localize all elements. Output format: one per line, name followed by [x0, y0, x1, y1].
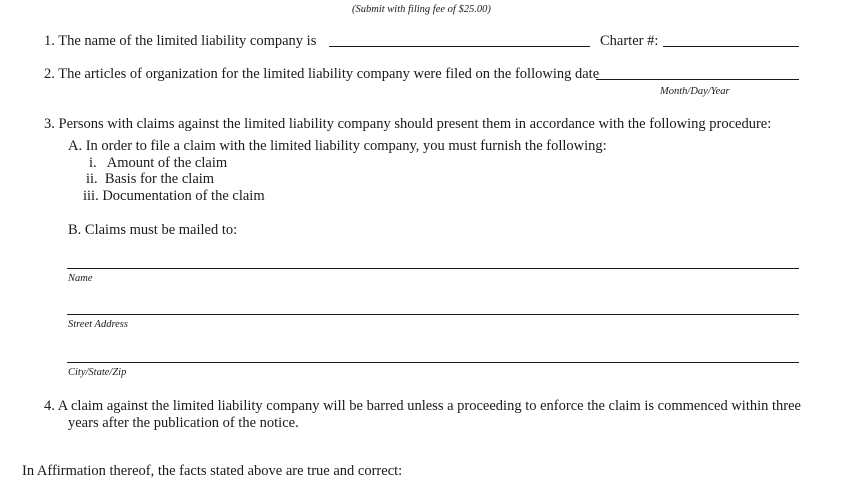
filing-date-field[interactable]: [596, 63, 799, 79]
filing-fee-note: (Submit with filing fee of $25.00): [352, 4, 491, 15]
list-item-basis: ii. Basis for the claim: [86, 171, 215, 187]
street-caption: Street Address: [68, 319, 128, 330]
item-3a-label: A. In order to file a claim with the limited liability company, you must furnish the following:: [68, 138, 607, 154]
company-name-line: [329, 46, 590, 47]
name-caption: Name: [68, 273, 93, 284]
affirmation-text: In Affirmation thereof, the facts stated above are true and correct:: [22, 463, 403, 479]
city-state-zip-line: [67, 362, 799, 363]
list-item-documentation: iii. Documentation of the claim: [83, 188, 265, 204]
item-4-line-1: 4. A claim against the limited liability company will be barred unless a proceeding to enforce the claim is commenced within three: [44, 398, 801, 414]
street-address-field[interactable]: [67, 298, 799, 314]
charter-number-line: [663, 46, 799, 47]
mail-name-line: [67, 268, 799, 269]
city-caption: City/State/Zip: [68, 367, 127, 378]
company-name-field[interactable]: [329, 30, 590, 46]
item-4-line-2: years after the publication of the notice.: [68, 415, 299, 431]
city-state-zip-field[interactable]: [67, 346, 799, 362]
item-3b-label: B. Claims must be mailed to:: [68, 222, 238, 238]
charter-label: Charter #:: [600, 33, 659, 49]
list-item-amount: i. Amount of the claim: [89, 155, 228, 171]
charter-number-field[interactable]: [663, 30, 799, 46]
mail-name-field[interactable]: [67, 252, 799, 268]
street-address-line: [67, 314, 799, 315]
item-1-label: 1. The name of the limited liability company is: [44, 33, 317, 49]
item-3-label: 3. Persons with claims against the limited liability company should present them in accordance with the following procedure:: [44, 116, 772, 132]
filing-date-line: [596, 79, 799, 80]
item-2-label: 2. The articles of organization for the limited liability company were filed on the following date: [44, 66, 600, 82]
date-caption: Month/Day/Year: [660, 86, 730, 97]
